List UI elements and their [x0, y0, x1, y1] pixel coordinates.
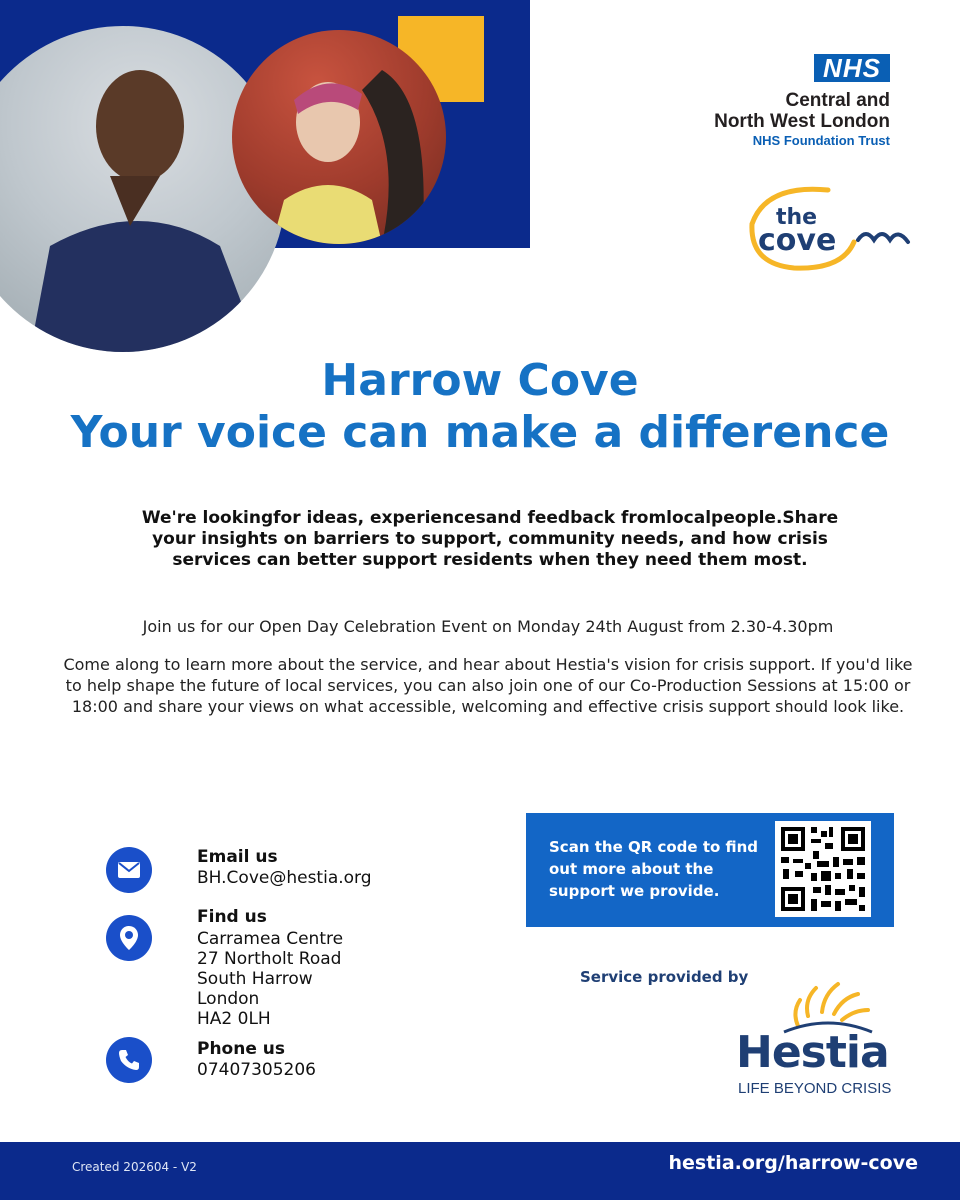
phone-label: Phone us — [197, 1039, 286, 1059]
hestia-wordmark: Hestia — [736, 1027, 889, 1078]
nhs-trust-name — [714, 90, 890, 150]
address-value: Carramea Centre 27 Northolt Road South Harrow London HA2 0LH — [197, 929, 344, 1029]
cove-word-the: the — [776, 205, 818, 230]
phone-icon — [106, 1037, 152, 1083]
nhs-org-line2: North West London — [714, 111, 890, 132]
cove-word-cove: cove — [758, 223, 837, 258]
intro-paragraph: We're lookingfor ideas, experiencesand feedback fromlocalpeople.Share your insights on barriers to support, community needs, and how crisis services can better support residents when they need them most. — [141, 508, 839, 570]
hestia-tagline: LIFE BEYOND CRISIS — [738, 1080, 892, 1097]
envelope-icon — [106, 847, 152, 893]
phone-value[interactable]: 07407305206 — [197, 1060, 316, 1080]
location-pin-icon — [106, 915, 152, 961]
hero-photo-woman — [232, 30, 446, 244]
title-line1: Harrow Cove — [321, 355, 639, 406]
title-line2: Your voice can make a difference — [70, 407, 890, 458]
page-title — [0, 355, 960, 459]
footer-url-link[interactable]: hestia.org/harrow-cove — [668, 1152, 918, 1174]
nhs-badge: NHS — [814, 54, 890, 82]
session-details: Come along to learn more about the service, and hear about Hestia's vision for crisis support. If you'd like to help shape the future of local services, you can also join one of our Co-Production Sessions at 15:00 or 18:00 and share your views on what accessible, welcoming and effective crisis support should look like. — [63, 655, 913, 716]
email-value[interactable]: BH.Cove@hestia.org — [197, 868, 372, 888]
nhs-org-line1: Central and — [785, 90, 890, 111]
the-cove-logo — [746, 184, 916, 274]
service-provided-by: Service provided by — [580, 968, 749, 986]
qr-code[interactable] — [775, 821, 871, 917]
event-details: Join us for our Open Day Celebration Event on Monday 24th August from 2.30-4.30pm — [142, 617, 834, 636]
footer-created: Created 202604 - V2 — [72, 1160, 197, 1174]
nhs-org-line3: NHS Foundation Trust — [752, 133, 890, 148]
email-label: Email us — [197, 847, 278, 867]
qr-promo-text: Scan the QR code to find out more about the support we provide. — [549, 838, 759, 900]
address-label: Find us — [197, 907, 267, 927]
